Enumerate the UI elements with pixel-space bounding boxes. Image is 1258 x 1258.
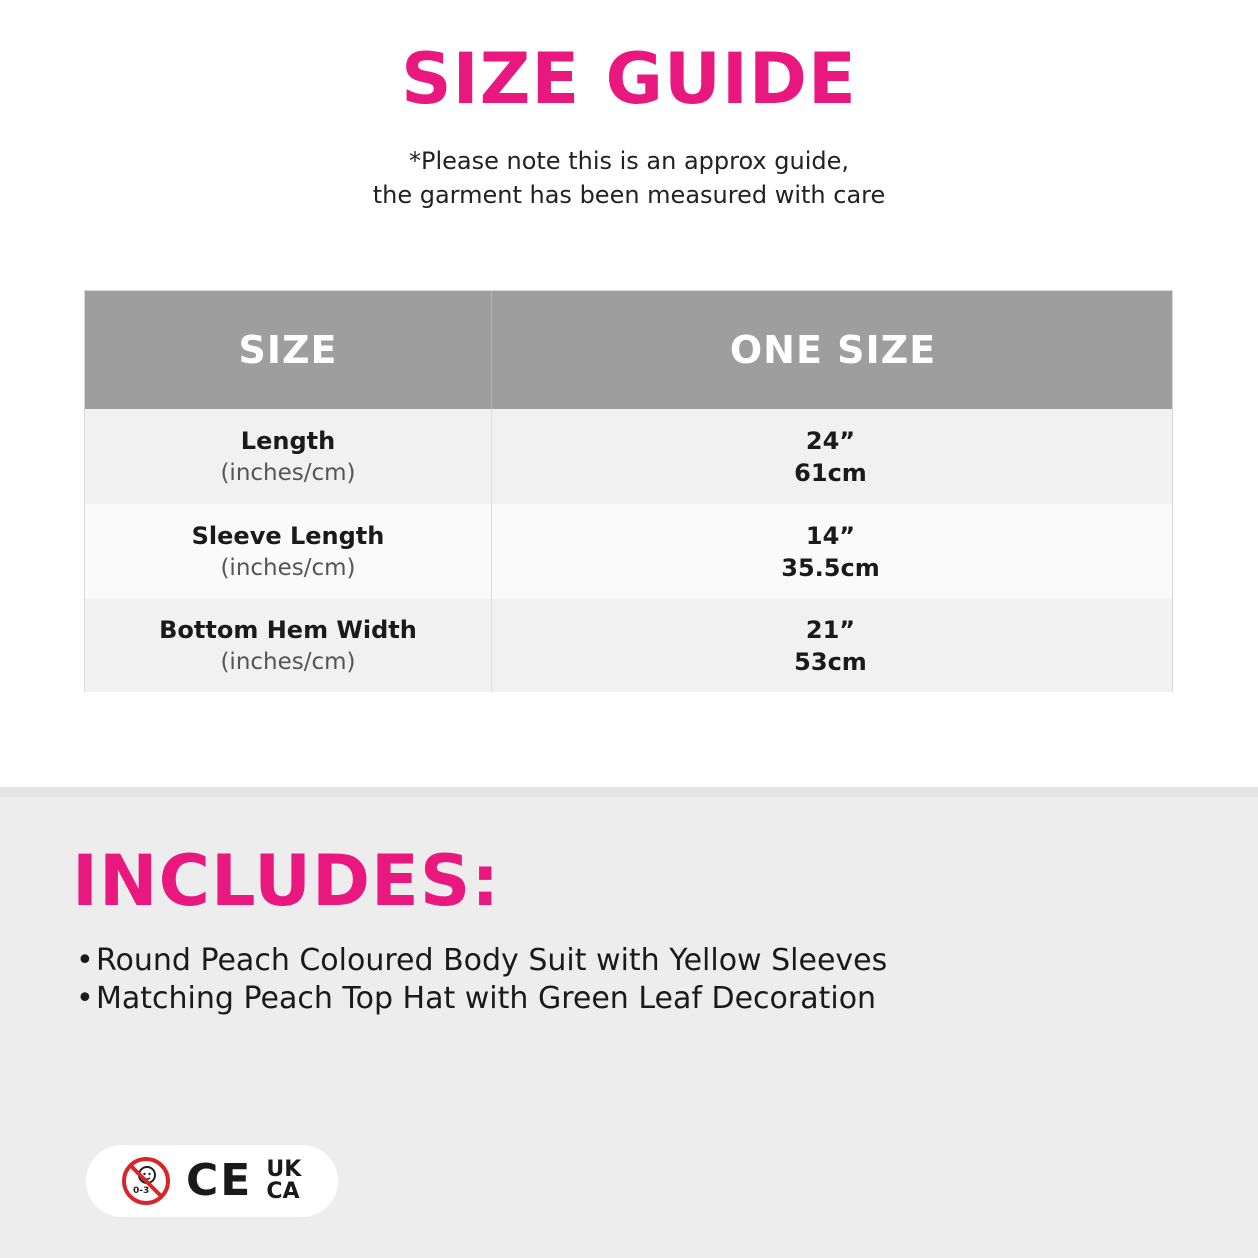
table-row bbox=[85, 599, 1172, 692]
list-item-text: Matching Peach Top Hat with Green Leaf Decoration bbox=[96, 981, 877, 1016]
ukca-mark-icon bbox=[266, 1159, 301, 1203]
list-item-text: Round Peach Coloured Body Suit with Yellow Sleeves bbox=[96, 943, 888, 978]
certification-badge bbox=[86, 1145, 338, 1217]
measurement-label-cell bbox=[85, 599, 491, 692]
bullet-icon: • bbox=[76, 981, 94, 1016]
measurement-name: Bottom Hem Width bbox=[159, 615, 417, 644]
value-cm: 35.5cm bbox=[781, 553, 880, 582]
value-inches: 14” bbox=[805, 521, 856, 550]
ukca-line-2: CA bbox=[266, 1179, 300, 1204]
note-line-2: the garment has been measured with care bbox=[372, 181, 886, 209]
column-header-size: SIZE bbox=[238, 328, 338, 372]
bullet-icon: • bbox=[76, 943, 94, 978]
note-line-1: *Please note this is an approx guide, bbox=[408, 147, 849, 175]
measurement-unit: (inches/cm) bbox=[220, 554, 356, 581]
age-label: 0-3 bbox=[133, 1186, 150, 1196]
measurement-value-cell bbox=[491, 504, 1174, 599]
list-item bbox=[76, 980, 887, 1018]
measurement-value-cell bbox=[491, 409, 1174, 504]
value-cm: 53cm bbox=[794, 647, 867, 676]
disclaimer-note bbox=[0, 144, 1258, 212]
value-inches: 21” bbox=[805, 615, 856, 644]
table-row bbox=[85, 409, 1172, 504]
includes-list bbox=[76, 942, 887, 1018]
not-suitable-0-3-icon bbox=[120, 1155, 172, 1207]
measurement-value-cell bbox=[491, 599, 1174, 692]
table-header bbox=[85, 291, 1172, 409]
size-table bbox=[84, 290, 1173, 692]
measurement-name: Length bbox=[240, 426, 336, 455]
table-row bbox=[85, 504, 1172, 599]
ukca-line-1: UK bbox=[266, 1157, 302, 1182]
measurement-label-cell bbox=[85, 504, 491, 599]
list-item bbox=[76, 942, 887, 980]
page-title: SIZE GUIDE bbox=[401, 38, 857, 120]
ce-mark-icon: CE bbox=[186, 1155, 253, 1206]
measurement-unit: (inches/cm) bbox=[220, 459, 356, 486]
value-inches: 24” bbox=[805, 426, 856, 455]
column-header-one-size: ONE SIZE bbox=[491, 291, 1174, 409]
measurement-unit: (inches/cm) bbox=[220, 648, 356, 675]
includes-title: INCLUDES: bbox=[72, 840, 501, 922]
measurement-label-cell bbox=[85, 409, 491, 504]
value-cm: 61cm bbox=[794, 458, 867, 487]
measurement-name: Sleeve Length bbox=[191, 521, 385, 550]
